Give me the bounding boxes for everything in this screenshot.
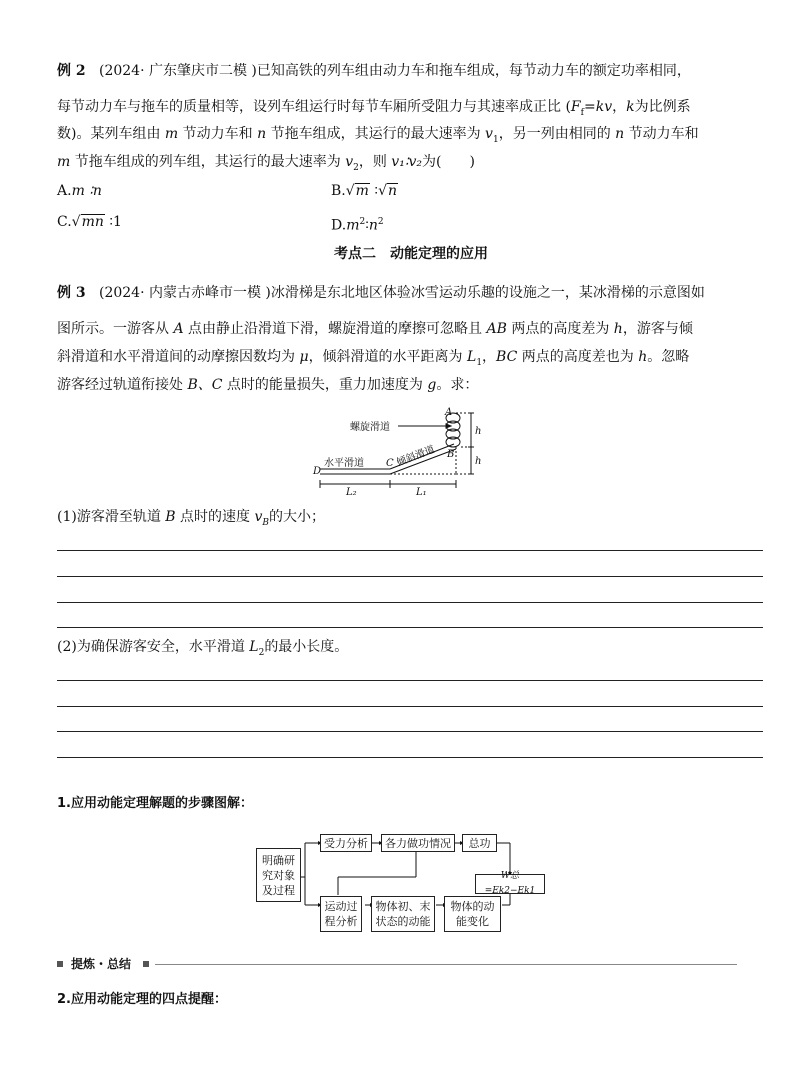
ex3-text-3a: 斜滑道和水平滑道间的动摩擦因数均为: [57, 349, 300, 365]
fig-A: A: [445, 407, 453, 418]
section-title: 考点二 动能定理的应用: [334, 246, 488, 262]
option-b-sep: ∶: [374, 183, 379, 199]
answer-line-2[interactable]: [57, 576, 763, 577]
ex2-text-2a: 每节动力车与拖车的质量相等，设列车组运行时每节车厢所受阻力与其速率成正比 (: [57, 99, 571, 115]
ex3-L1: L: [467, 349, 477, 365]
fig-L1: L₁: [416, 487, 427, 498]
option-d-label: D.: [331, 217, 347, 234]
option-c[interactable]: C.√mn ∶1: [57, 214, 122, 230]
answer-line-5[interactable]: [57, 680, 763, 681]
ex3-BC: BC: [496, 349, 518, 365]
q1-text-a: (1)游客滑至轨道: [57, 509, 166, 525]
option-a[interactable]: [57, 181, 102, 201]
ex2-text-2c: 为比例系: [634, 99, 691, 115]
ex2-text-3c: 节拖车组成，其运行的最大速率为: [266, 126, 486, 142]
ex3-text-3d: 两点的高度差也为: [517, 349, 639, 365]
option-c-label: C.: [57, 214, 72, 230]
ex3-text-3b: ，倾斜滑道的水平距离为: [308, 349, 468, 365]
option-b-label: B.: [331, 183, 346, 199]
ex3-line-3: [57, 347, 763, 373]
q2-text-b: 的最小长度。: [264, 639, 349, 655]
ex3-text-2c: 两点的高度差为: [506, 321, 614, 337]
answer-line-8[interactable]: [57, 757, 763, 758]
ex3-text-4a: 游客经过轨道衔接处: [57, 377, 188, 393]
box-motion-line-1: 运动过: [324, 900, 358, 913]
ex3-g: g: [427, 377, 437, 393]
summary-label: 提炼・总结: [71, 957, 132, 971]
ex2-text-3e: 节动力车和: [624, 126, 699, 142]
q1-B: B: [165, 509, 176, 525]
ex3-L1-sub: 1: [476, 357, 483, 368]
ex2-label: 例 2: [57, 63, 86, 79]
answer-line-1[interactable]: [57, 550, 763, 551]
ex2-text-4c: 为( ): [421, 154, 475, 170]
ex2-formula-rest: =kv: [583, 99, 613, 115]
ex3-source: (2024· 内蒙古赤峰市一模 ): [98, 285, 271, 301]
ex3-A: A: [173, 321, 184, 337]
option-b-sqrt-m: m: [355, 183, 369, 199]
option-d-sep: ∶: [365, 217, 369, 234]
box-formula-text: W总=Ek2−Ek1: [484, 871, 536, 896]
summary-bullet-left: [57, 961, 63, 967]
ex3-AB: AB: [486, 321, 507, 337]
ex2-line-2: [57, 97, 763, 123]
summary-rule: [155, 964, 737, 965]
ex3-mu: μ: [299, 349, 309, 365]
summary-bullet-right: [143, 961, 149, 967]
box-change-line-1: 物体的动: [450, 900, 495, 913]
answer-line-6[interactable]: [57, 706, 763, 707]
box-initial-line-1: 物体初、末: [375, 900, 431, 913]
ex2-n: n: [257, 126, 267, 142]
box-initial-final-ke: [371, 896, 435, 932]
box-subject-line-3: 及过程: [262, 883, 295, 897]
option-b-sqrt-n: n: [387, 183, 398, 199]
answer-line-3[interactable]: [57, 602, 763, 603]
box-subject-line-1: 明确研: [262, 853, 295, 867]
box-formula: [475, 871, 545, 896]
option-d-m: m: [346, 217, 360, 234]
box-change-line-2: 能变化: [456, 915, 489, 928]
box-initial-line-2: 状态的动能: [375, 915, 431, 928]
ex2-text-3a: 数)。某列车组由: [57, 126, 165, 142]
ex2-v1: v: [485, 126, 493, 142]
ex2-text-2b: ，: [612, 99, 627, 115]
ex3-text-3e: 。忽略: [647, 349, 690, 365]
ex2-k: k: [626, 99, 635, 115]
ex2-text-4b: ，则: [358, 154, 392, 170]
ex3-h: h: [613, 321, 623, 337]
ex2-text-1: 已知高铁的列车组由动力车和拖车组成，每节动力车的额定功率相同，: [256, 63, 691, 79]
fig-h2: h: [475, 456, 482, 467]
q2-text-a: (2)为确保游客安全，水平滑道: [57, 639, 250, 655]
q1-text-c: 的大小；: [269, 509, 326, 525]
ex2-ratio: v₁∶v₂: [391, 154, 422, 170]
box-force-analysis: 受力分析: [320, 834, 372, 852]
ex2-formula-F: F: [570, 99, 581, 115]
ex2-line-1: [57, 61, 763, 81]
answer-line-4[interactable]: [57, 627, 763, 628]
ex2-text-3b: 节动力车和: [178, 126, 258, 142]
box-work-analysis: 各力做功情况: [381, 834, 455, 852]
ex2-line-4: [57, 152, 763, 178]
q1-v-sub: B: [262, 517, 270, 528]
ex2-text-4a: 节拖车组成的列车组，其运行的最大速率为: [70, 154, 346, 170]
fig-C: C: [386, 458, 394, 469]
summary-divider: [57, 956, 737, 972]
ex3-text-2d: ，游客与倾: [622, 321, 693, 337]
box-motion-line-2: 程分析: [324, 915, 358, 928]
ex3-text-4b: 点时的能量损失，重力加速度为: [222, 377, 428, 393]
ex3-text-1: 冰滑梯是东北地区体验冰雪运动乐趣的设施之一，某冰滑梯的示意图如: [270, 285, 705, 301]
option-d[interactable]: [331, 212, 384, 236]
option-a-value: m ∶n: [71, 183, 102, 199]
ex3-text-4c: 。求：: [436, 377, 479, 393]
ex2-m: m: [164, 126, 179, 142]
steps-heading: 1.应用动能定理解题的步骤图解：: [57, 796, 253, 811]
ex2-v2: v: [345, 154, 354, 170]
q1-text-b: 点时的速度: [175, 509, 255, 525]
fig-spiral-label: 螺旋滑道: [350, 422, 390, 433]
ex3-line-4: [57, 375, 763, 395]
ex3-text-2b: 点由静止沿滑道下滑，螺旋滑道的摩擦可忽略且: [183, 321, 487, 337]
ice-slide-figure: [306, 400, 506, 500]
ex3-line-2: [57, 319, 763, 339]
option-c-rest: ∶1: [109, 214, 122, 230]
fig-D: D: [313, 466, 322, 477]
ex3-h2: h: [638, 349, 648, 365]
ex3-line-1: [57, 283, 763, 303]
question-2: [57, 637, 763, 663]
option-a-label: A.: [57, 183, 72, 199]
question-1: [57, 507, 763, 533]
ex2-v1-sub: 1: [492, 134, 499, 145]
ex2-line-3: [57, 124, 763, 150]
fig-B: B: [447, 449, 455, 460]
ex2-m2: m: [57, 154, 71, 170]
option-d-n: n: [368, 217, 378, 234]
ex2-n2: n: [615, 126, 625, 142]
ex2-formula-sub: f: [580, 107, 584, 118]
option-b[interactable]: B.√m ∶√n: [331, 183, 398, 199]
fig-incline-label: 倾斜滑道: [395, 444, 437, 469]
option-c-sqrt-mn: mn: [81, 214, 104, 230]
ex2-text-3d: ，另一列由相同的: [498, 126, 616, 142]
box-subject-line-2: 究对象: [262, 868, 295, 882]
box-ke-change: [444, 896, 501, 932]
box-motion-analysis: [320, 896, 362, 932]
box-subject: [256, 848, 301, 902]
fig-L2: L₂: [346, 487, 357, 498]
q1-v: v: [254, 509, 263, 525]
ex3-text-3c: ，: [482, 349, 497, 365]
option-d-exp1: 2: [359, 217, 366, 227]
ex3-B-C: B、C: [187, 377, 223, 393]
option-d-exp2: 2: [377, 217, 384, 227]
reminder-heading: 2.应用动能定理的四点提醒：: [57, 992, 227, 1007]
q2-L-sub: 2: [258, 647, 265, 658]
box-total-work: 总功: [462, 834, 497, 852]
fig-h1: h: [475, 426, 482, 437]
ex3-label: 例 3: [57, 285, 86, 301]
fig-horizontal-label: 水平滑道: [324, 458, 364, 469]
ex2-v2-sub: 2: [353, 162, 359, 173]
ex3-text-2a: 图所示。一游客从: [57, 321, 174, 337]
q2-L: L: [249, 639, 259, 655]
ex2-source: (2024· 广东肇庆市二模 ): [98, 63, 257, 79]
answer-line-7[interactable]: [57, 731, 763, 732]
